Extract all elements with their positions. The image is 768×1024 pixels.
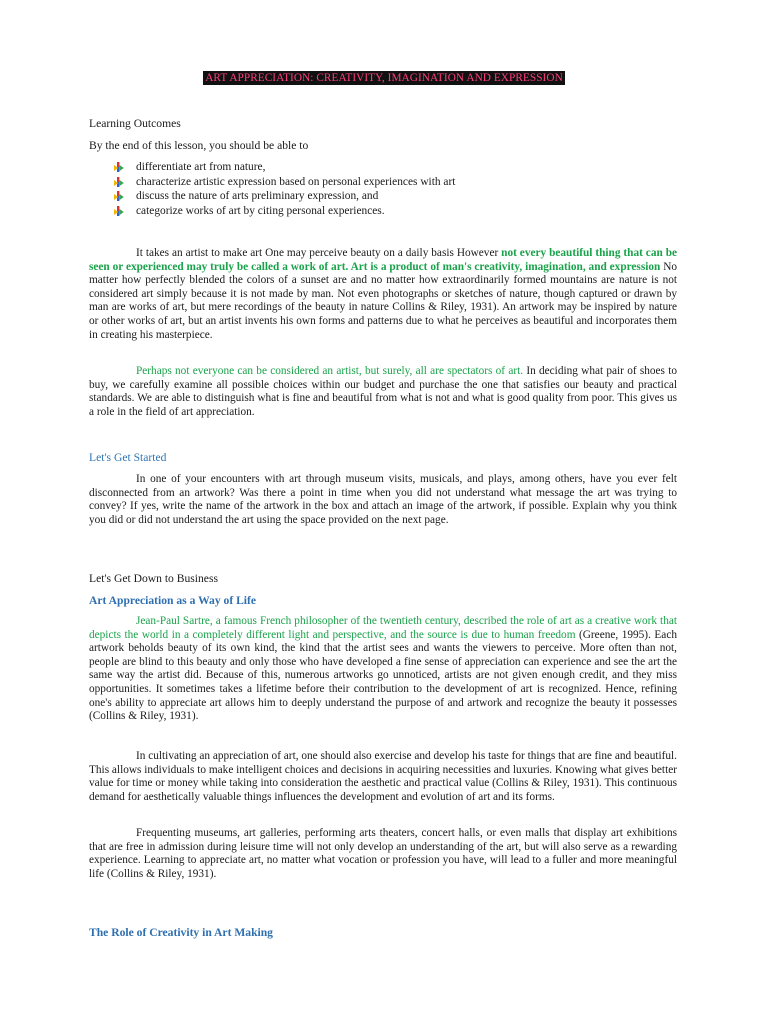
title-bar (0, 71, 768, 86)
p1-highlight: not every beautiful thing that can be seen or experienced may truly be called a work of art. Art is a product of man's creativity, imagination, and expression (89, 247, 677, 273)
outcome-text: characterize artistic expression based on personal experiences with art (136, 175, 456, 188)
four-color-arrow-bullet-icon (114, 191, 127, 202)
list-item (114, 175, 455, 190)
paragraph-cultivating: In cultivating an appreciation of art, one should also exercise and develop his taste for things that are fine and beautiful. This allows individuals to make intelligent choices and decisions in acquiring necessities and luxuries. Knowing what gives better value for time or money while taking into consideration the aesthetic and practical value (Collins & Riley, 1931). This continuous demand for aesthetically valuable things influences the development and evolution of art and its forms. (89, 750, 677, 803)
list-item (114, 189, 455, 204)
paragraph-frequenting: Frequenting museums, art galleries, performing arts theaters, concert halls, or even malls that display art exhibitions that are free in admission during leisure time will not only develop an understanding of the art, but will also serve as a rewarding experience. Learning to appreciate art, no matter what vocation or profession you have, will lead to a fuller and more meaningful life (Collins & Riley, 1931). (89, 827, 677, 880)
paragraph-encounters: In one of your encounters with art through museum visits, musicals, and plays, among others, have you ever felt disconnected from an artwork? Was there a point in time when you did not understand what message the art was trying to convey? If yes, write the name of the artwork in the box and attach an image of the artwork, if possible. Explain why you think you did or did not understand the art using the space provided on the next page. (89, 473, 677, 526)
outcome-text: categorize works of art by citing personal experiences. (136, 204, 385, 217)
four-color-arrow-bullet-icon (114, 206, 127, 217)
outcome-text: discuss the nature of arts preliminary expression, and (136, 190, 379, 202)
four-color-arrow-bullet-icon (114, 177, 127, 188)
p1-text-a: It takes an artist to make art One may perceive beauty on a daily basis However (136, 247, 502, 259)
learning-outcomes-heading: Learning Outcomes (89, 117, 181, 130)
document-title: ART APPRECIATION: CREATIVITY, IMAGINATION AND EXPRESSION (205, 72, 563, 84)
list-item (114, 204, 455, 219)
list-item (114, 160, 455, 175)
paragraph-spectators (89, 365, 677, 419)
p1-text-c: No matter how perfectly blended the colors of a sunset are and no matter how extraordinarily formed mountains are nature is not considered art simply because it is not made by man. Not even photographs or sketches of nature, though captured or drawn by man are works of art, but mere recordings of the beauty in nature Collins & Riley, 1931). An artwork may be inspired by nature or other works of art, but an artist invents his own forms and patterns due to what he perceives as beautiful and incorporates them in creating his masterpiece. (89, 260, 677, 341)
paragraph-art-vs-nature (89, 247, 677, 342)
outcome-text: differentiate art from nature, (136, 161, 266, 173)
lets-get-down-heading: Let's Get Down to Business (89, 572, 218, 585)
intro-line: By the end of this lesson, you should be able to (89, 139, 309, 152)
p2-text: In deciding what pair of shoes to buy, we carefully examine all possible choices within our budget and purchase the one that satisfies our beauty and practical standards. We are able to distinguish what is fine and beautiful from what is not and what is good quality from poor. This gives us a role in the field of art appreciation. (89, 365, 678, 418)
section-heading-art-appreciation: Art Appreciation as a Way of Life (89, 594, 257, 607)
p2-highlight: Perhaps not everyone can be considered an artist, but surely, all are spectators of art. (136, 365, 524, 377)
p4-highlight: Jean-Paul Sartre, a famous French philosopher of the twentieth century, described the role of art as a creative work that depicts the world in a completely different light and perspective, and the source is due to human freedom (89, 615, 677, 641)
section-heading-role-of-creativity: The Role of Creativity in Art Making (89, 926, 273, 939)
lets-get-started-heading: Let's Get Started (89, 451, 167, 464)
four-color-arrow-bullet-icon (114, 162, 127, 173)
outcomes-list (114, 160, 455, 218)
p4-text: (Greene, 1995). Each artwork beholds beauty of its own kind, the kind that the artist sees and wants the viewers to perceive. More often than not, people are blind to this beauty and only those who have developed a fine sense of appreciation can experience and see the art the same way the artist did. Because of this, numerous artworks go unnoticed, artists are not given enough credit, and they miss opportunities. It sometimes takes a lifetime before their contribution to the development of art is recognized. Hence, refining one's ability to appreciate art allows him to deeply understand the purpose of and artwork and recognize the beauty it possesses (Collins & Riley, 1931). (89, 628, 677, 723)
paragraph-sartre (89, 615, 677, 724)
